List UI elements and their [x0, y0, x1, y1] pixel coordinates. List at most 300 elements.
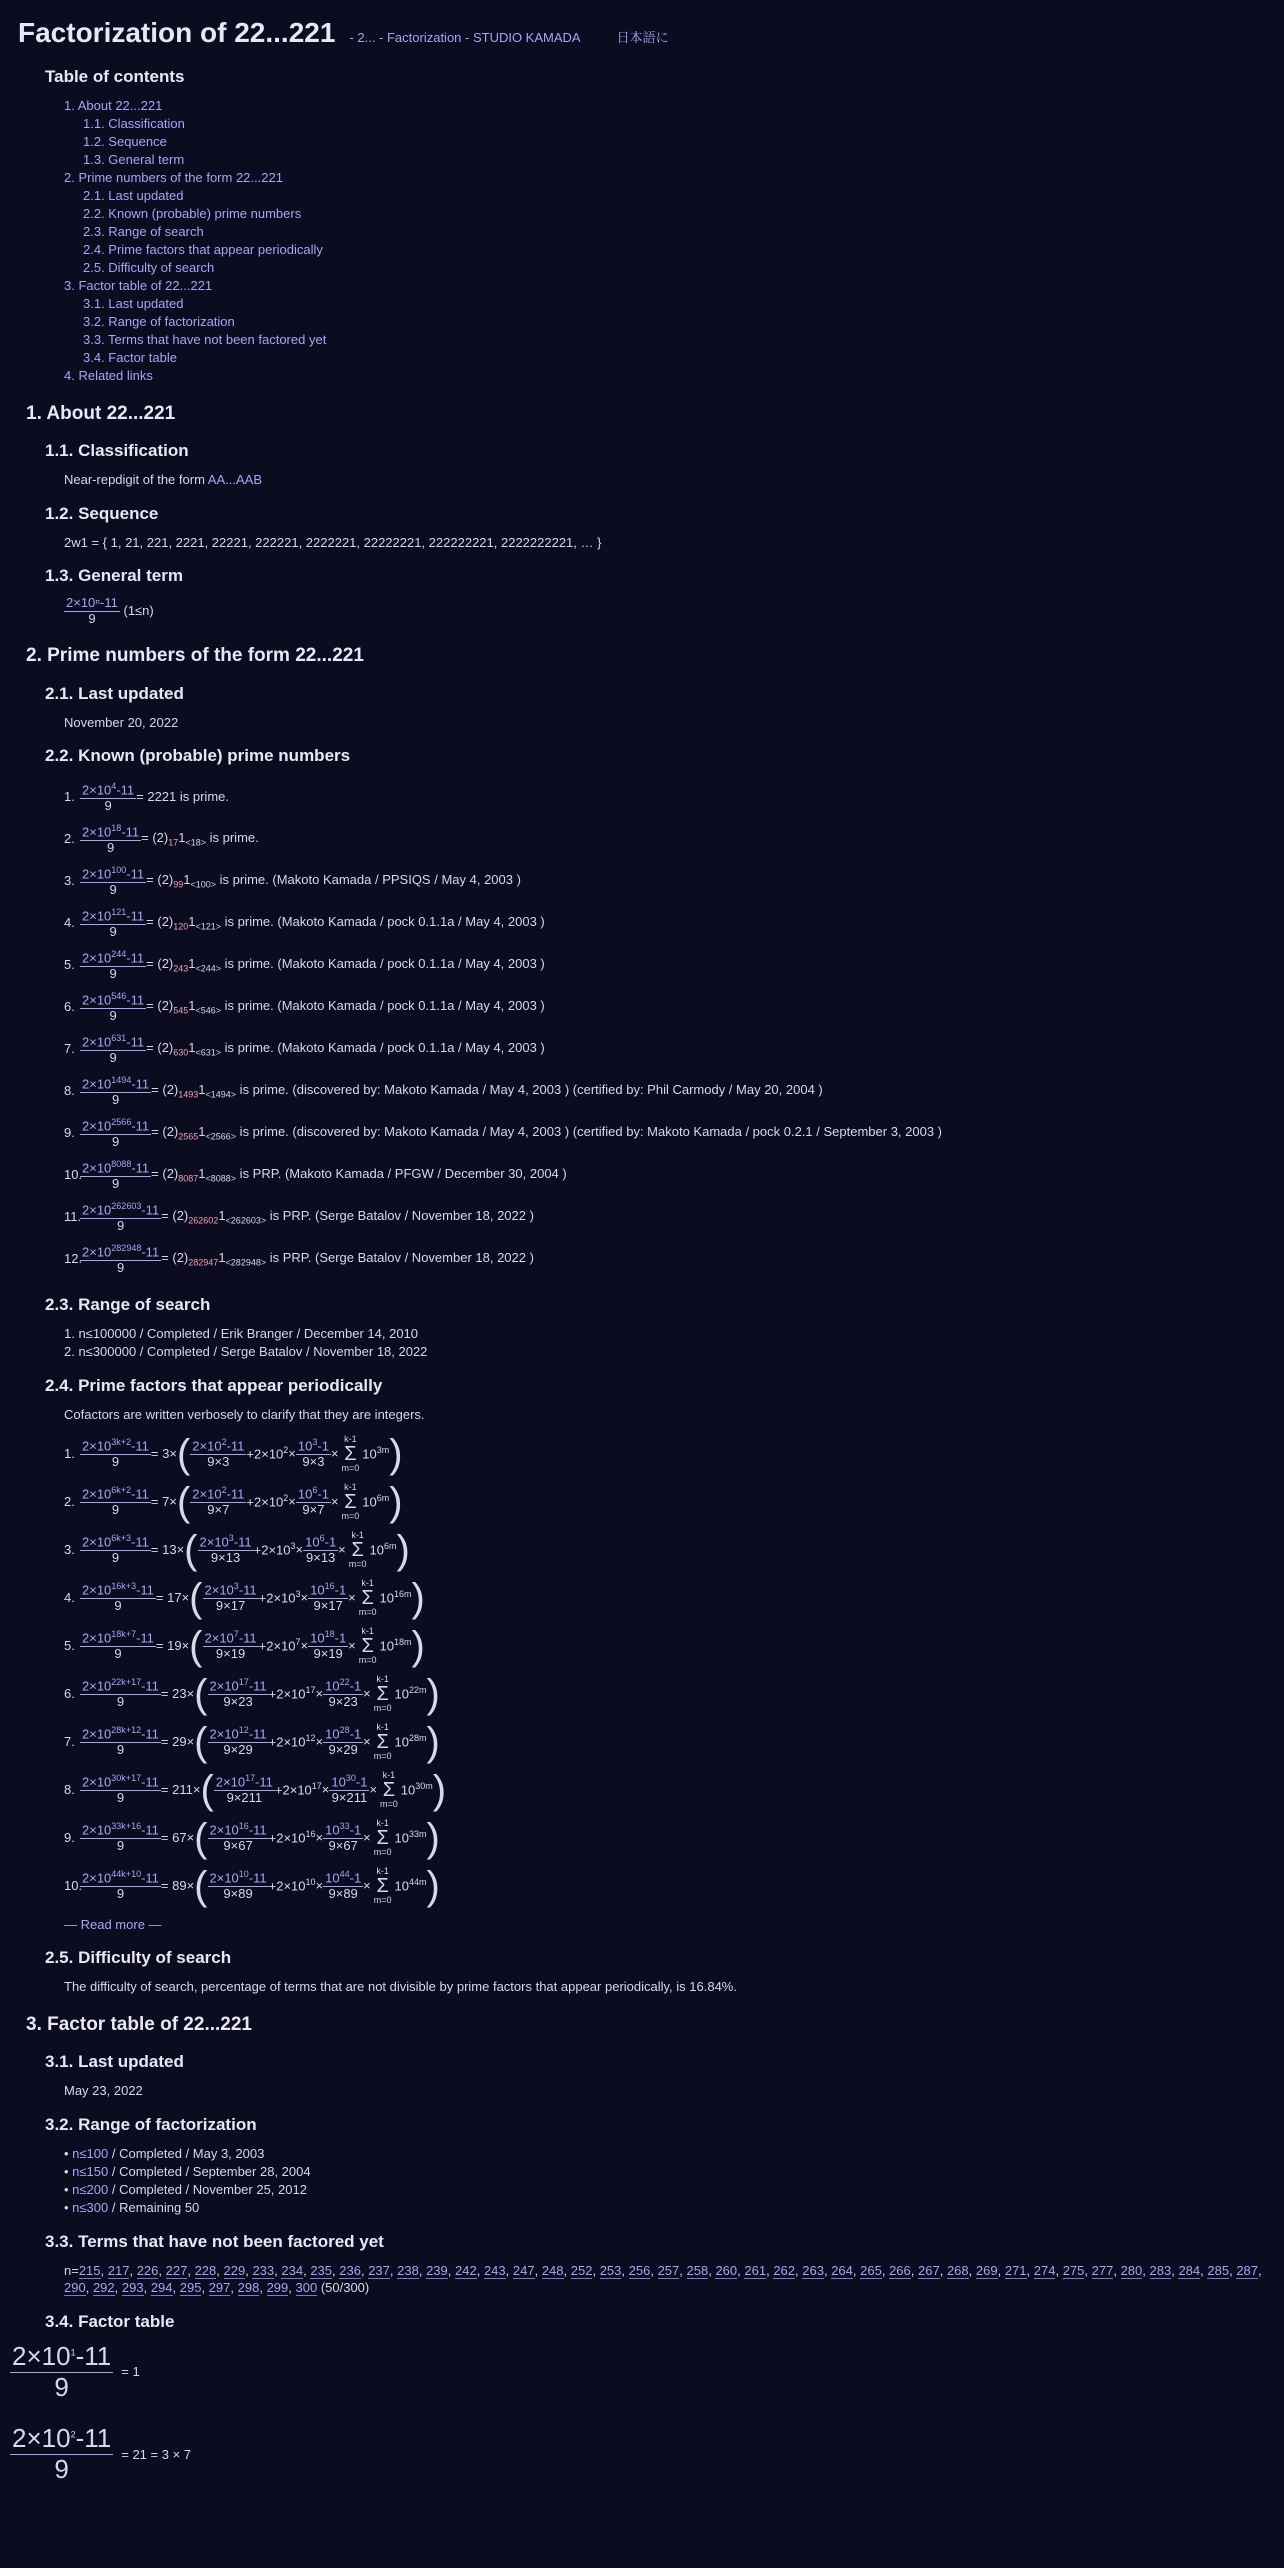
sum-lower: m=0 [341, 1510, 360, 1521]
term-link[interactable]: 280 [1120, 2262, 1143, 2278]
digit-count: <100> [190, 879, 217, 890]
term-link[interactable]: 265 [860, 2262, 882, 2278]
fraction [80, 907, 146, 940]
sigma-glyph: Σ [344, 1490, 357, 1513]
times: × [363, 1877, 371, 1893]
repeat-count: 99 [173, 879, 184, 890]
fraction-numerator: $2\times 10^{121}-11$ [82, 906, 145, 923]
term-link[interactable]: 247 [512, 2262, 535, 2278]
fraction-denominator: 9 [111, 1454, 120, 1470]
fraction-denominator: 9×17 [313, 1598, 343, 1614]
term-link[interactable]: 267 [918, 2262, 940, 2278]
term-link[interactable]: 268 [946, 2262, 969, 2278]
row-number: 4. [64, 915, 75, 931]
exponent: 244 [111, 948, 127, 959]
prime-row [64, 1070, 1284, 1112]
term-link[interactable]: 229 [223, 2262, 246, 2278]
times: × [363, 1829, 371, 1845]
sum-symbol [359, 1579, 377, 1617]
exponent: 33k+16 [111, 1821, 142, 1832]
periodic-row [64, 1862, 1284, 1910]
toc-subitem[interactable]: 3.4. Factor table [83, 349, 177, 365]
exponent: 17 [305, 1685, 316, 1696]
fraction-numerator: $2\times 10^{18}-11$ [82, 822, 140, 839]
last-updated-title: 2.1. Last updated [45, 683, 184, 703]
exponent: 6k+3 [111, 1533, 132, 1544]
exponent: 22 [339, 1677, 350, 1688]
exponent: 262603 [111, 1200, 142, 1211]
exponent: 3 [312, 1437, 318, 1448]
right-paren: ) [426, 1815, 440, 1860]
exponent: 7 [233, 1629, 239, 1640]
fraction [80, 1773, 161, 1806]
section-2-title: 2. Prime numbers of the form 22...221 [26, 645, 364, 667]
plus-term: $+2\times 10^{16}$ [268, 1829, 316, 1846]
digit-count: <631> [195, 1047, 222, 1058]
sum-lower: m=0 [373, 1846, 392, 1857]
left-paren: ( [194, 1719, 208, 1764]
digit-count: <262603> [225, 1215, 267, 1226]
exponent: 1494 [111, 1074, 132, 1085]
exponent: 12 [305, 1733, 316, 1744]
exponent: 30k+17 [111, 1773, 142, 1784]
exponent: 6m [376, 1493, 390, 1504]
row-number: 4. [64, 1589, 75, 1605]
fraction-denominator: 9×23 [223, 1694, 253, 1710]
plus-term: $+2\times 10^3$ [258, 1589, 301, 1606]
fraction-numerator: $2\times 10^{282948}-11$ [82, 1242, 160, 1259]
range-link[interactable]: n≤200 [72, 2181, 109, 2197]
prime-text: = $(2)_{630}1_{<631>}$ is prime. (Makoto Kamada / pock 0.1.1a / May 4, 2003 ) [146, 1040, 545, 1058]
exponent: 16k+3 [111, 1581, 137, 1592]
section-3-title: 3. Factor table of 22...221 [26, 2013, 252, 2035]
right-paren: ) [426, 1863, 440, 1908]
sum-symbol [380, 1771, 398, 1809]
sum-lower: m=0 [373, 1750, 392, 1761]
classification-text [64, 471, 1284, 489]
periodic-row [64, 1430, 1284, 1478]
fraction [203, 1629, 259, 1662]
fraction [214, 1773, 275, 1806]
factor-prefix: = 23× [160, 1685, 195, 1701]
general-term-fraction [64, 596, 120, 627]
sum-upper: k-1 [344, 1481, 357, 1492]
plus-term: $+2\times 10^{10}$ [268, 1877, 316, 1894]
term-link[interactable]: 217 [107, 2262, 130, 2278]
fraction-numerator: $2\times 10^{30k+17}-11$ [82, 1773, 159, 1790]
fraction-numerator: $2\times 10^1-11$ [12, 2340, 112, 2371]
term-link[interactable]: 215 [78, 2262, 101, 2278]
fraction [80, 1159, 151, 1192]
term-link[interactable]: 287 [1236, 2262, 1259, 2278]
term-link[interactable]: 299 [266, 2280, 289, 2296]
toc-subitem[interactable]: 2.3. Range of search [83, 223, 204, 239]
sum-symbol [342, 1435, 360, 1473]
fraction [296, 1437, 331, 1470]
term-link[interactable]: 243 [483, 2262, 506, 2278]
exponent: 33m [409, 1829, 427, 1840]
left-paren: ( [176, 1431, 191, 1476]
sum-symbol [374, 1675, 392, 1713]
periodic-factors-list [64, 1430, 1284, 1910]
sum-term: $10^{28m}$ [394, 1733, 427, 1750]
sum-term: $10^{30m}$ [400, 1781, 433, 1798]
fraction-numerator: $2\times 10^{18k+7}-11$ [82, 1629, 154, 1646]
row-number: 8. [64, 1781, 75, 1797]
term-link[interactable]: 237 [368, 2262, 390, 2278]
left-paren: ( [194, 1863, 208, 1908]
digit-count: <1494> [205, 1089, 237, 1100]
term-link[interactable]: 277 [1091, 2262, 1114, 2278]
general-term-condition: (1≤n) [123, 603, 154, 619]
term-link[interactable]: 292 [92, 2280, 115, 2296]
factor-prefix: = 29× [160, 1733, 195, 1749]
exponent: 6 [312, 1485, 318, 1496]
left-paren: ( [184, 1527, 198, 1572]
term-link[interactable]: 260 [715, 2262, 738, 2278]
row-number: 8. [64, 1083, 75, 1099]
left-paren: ( [176, 1479, 191, 1524]
fraction-numerator: $2\times 10^{244}-11$ [82, 948, 145, 965]
language-link[interactable]: 日本語に [616, 30, 669, 45]
row-number: 2. [64, 1493, 75, 1509]
fraction-numerator: $2\times 10^{28k+12}-11$ [82, 1725, 159, 1742]
periodic-row [64, 1622, 1284, 1670]
read-more-link[interactable]: — Read more — [64, 1916, 162, 1932]
toc-subitem[interactable]: 3.3. Terms that have not been factored yet [83, 331, 327, 347]
sum-term: $10^{44m}$ [394, 1877, 427, 1894]
row-number: 3. [64, 873, 75, 889]
sum-upper: k-1 [344, 1433, 357, 1444]
repeat-count: 243 [173, 963, 189, 974]
sum-symbol [342, 1483, 360, 1521]
prime-row [64, 986, 1284, 1028]
exponent: 3m [376, 1445, 390, 1456]
term-link[interactable]: 239 [426, 2262, 448, 2278]
periodic-row [64, 1526, 1284, 1574]
exponent: 8088 [111, 1158, 132, 1169]
exponent: 100 [111, 864, 127, 875]
term-link[interactable]: 233 [252, 2262, 275, 2278]
fraction-numerator: $2\times 10^7-11$ [204, 1629, 257, 1646]
exponent: 44k+10 [111, 1869, 142, 1880]
range-item: 1. n≤100000 / Completed / Erik Branger / December 14, 2010 [64, 1326, 419, 1342]
exponent: 28 [339, 1725, 350, 1736]
repeat-count: 282947 [188, 1257, 219, 1268]
exponent: 16 [305, 1829, 316, 1840]
sum-term: $10^{6m}$ [369, 1541, 397, 1558]
fraction-denominator: 9×29 [328, 1742, 358, 1758]
term-link[interactable]: 290 [64, 2280, 86, 2296]
fraction-denominator: 9 [111, 1091, 120, 1107]
term-link[interactable]: 236 [339, 2262, 361, 2278]
prime-row [64, 818, 1284, 860]
term-link[interactable]: 297 [208, 2280, 231, 2296]
sigma-glyph: Σ [376, 1826, 389, 1849]
term-link[interactable]: 248 [541, 2262, 564, 2278]
fraction-numerator: $2\times 10^2-11$ [12, 2423, 112, 2454]
toc-subitem[interactable]: 1.2. Sequence [83, 133, 167, 149]
exponent: 10 [238, 1869, 249, 1880]
repeat-count: 8087 [178, 1173, 199, 1184]
factor-result: = 21 = 3 × 7 [121, 2447, 192, 2463]
row-number: 7. [64, 1041, 75, 1057]
fraction-numerator: $10^6-1$ [305, 1533, 337, 1550]
factor-row [10, 2424, 1284, 2485]
sum-lower: m=0 [348, 1558, 367, 1569]
range-link[interactable]: n≤150 [72, 2163, 109, 2179]
fraction-numerator: $2\times 10^{22k+17}-11$ [82, 1677, 159, 1694]
right-paren: ) [432, 1767, 447, 1812]
factor-prefix: = 89× [160, 1877, 195, 1893]
row-number: 1. [64, 789, 75, 805]
fraction-denominator: 9×23 [328, 1694, 358, 1710]
fraction-denominator: 9 [54, 2371, 69, 2402]
times: × [288, 1493, 296, 1509]
fraction [80, 1629, 156, 1662]
repeat-count: 630 [173, 1047, 189, 1058]
term-link[interactable]: 275 [1062, 2262, 1085, 2278]
fraction-numerator: 2×10ⁿ-11 [66, 595, 118, 611]
exponent: 3 [228, 1533, 234, 1544]
digit-count: <546> [195, 1005, 222, 1016]
range-link[interactable]: n≤100 [72, 2145, 109, 2161]
toc-subitem[interactable]: 1.1. Classification [83, 115, 185, 131]
fraction-numerator: $2\times 10^{10}-11$ [209, 1869, 267, 1886]
prime-row [64, 1196, 1284, 1238]
classification-prefix: Near-repdigit of the form [64, 472, 208, 488]
row-number: 11. [64, 1209, 82, 1225]
fraction-denominator: 9 [88, 611, 96, 627]
term-link[interactable]: 252 [570, 2262, 593, 2278]
fraction [80, 1033, 146, 1066]
toc-title: Table of contents [45, 66, 185, 86]
row-number: 1. [64, 1445, 75, 1461]
term-link[interactable]: 300 [295, 2280, 318, 2296]
factor-updated-date: May 23, 2022 [64, 2083, 143, 2099]
factor-prefix: = 67× [160, 1829, 195, 1845]
prime-row [64, 902, 1284, 944]
sigma-glyph: Σ [344, 1442, 357, 1465]
term-link[interactable]: 264 [831, 2262, 853, 2278]
times: × [315, 1685, 324, 1701]
sum-term: $10^{3m}$ [362, 1445, 390, 1462]
fraction-denominator: 9×89 [223, 1886, 253, 1902]
sum-upper: k-1 [376, 1865, 389, 1876]
fraction [80, 1117, 151, 1150]
sum-upper: k-1 [376, 1817, 389, 1828]
classification-link[interactable]: AA...AAB [207, 472, 262, 488]
term-link[interactable]: 238 [397, 2262, 419, 2278]
term-link[interactable]: 295 [179, 2280, 202, 2296]
toc-item[interactable]: 1. About 22...221 [64, 97, 163, 113]
toc-subitem[interactable]: 1.3. General term [83, 151, 185, 167]
toc-subitem[interactable]: 2.4. Prime factors that appear periodically [83, 241, 323, 257]
periodic-row [64, 1814, 1284, 1862]
sum-symbol [359, 1627, 377, 1665]
fraction-numerator: $2\times 10^{6k+2}-11$ [82, 1485, 149, 1502]
term-link[interactable]: 235 [310, 2262, 333, 2278]
factor-row [10, 2342, 1284, 2403]
fraction-denominator: 9 [116, 1886, 125, 1902]
sigma-glyph: Σ [361, 1586, 374, 1609]
fraction-numerator: $10^{22}-1$ [325, 1677, 362, 1694]
page-title: Factorization of 22...221 [18, 17, 336, 48]
plus-term: $+2\times 10^{17}$ [268, 1685, 316, 1702]
term-link[interactable]: 226 [136, 2262, 159, 2278]
term-link[interactable]: 256 [628, 2262, 651, 2278]
exponent: 10 [305, 1877, 316, 1888]
factorization-range-item: • n≤300 / Remaining 50 [64, 2199, 200, 2215]
term-link[interactable]: 274 [1033, 2262, 1056, 2278]
times: × [315, 1877, 324, 1893]
difficulty-text: The difficulty of search, percentage of terms that are not divisible by prime factors that appear periodically, is 16.84%. [64, 1979, 737, 1995]
prime-text: = $(2)_{17}1_{<18>}$ is prime. [141, 830, 259, 848]
exponent: 2566 [111, 1116, 132, 1127]
general-term [64, 596, 1284, 627]
exponent: 631 [111, 1032, 127, 1043]
fraction [80, 865, 146, 898]
periodic-row [64, 1718, 1284, 1766]
row-number: 3. [64, 1541, 75, 1557]
fraction-denominator: 9 [116, 1838, 125, 1854]
fraction-denominator: 9 [111, 1550, 120, 1566]
exponent: 546 [111, 990, 127, 1001]
range-of-factorization-list [64, 2145, 1284, 2217]
exponent: 44m [409, 1877, 427, 1888]
term-link[interactable]: 293 [121, 2280, 144, 2296]
unfactored-terms-list: n=215, 217, 226, 227, 228, 229, 233, 234, 235, 236, 237, 238, 239, 242, 243, 247, 248, 252, 253, 256, 257, 258, 260, 261, 262, 263, 264, 265, 266, 267, 268, 269, 271, 274, 275, 277, 280, 283, 284, 285, 287, 290, 292, 293, 294, 295, 297, 298, 299, 300 (50/300) [64, 2262, 1262, 2296]
times: × [363, 1733, 371, 1749]
digit-count: <18> [185, 837, 207, 848]
breadcrumb[interactable]: - 2... - Factorization - STUDIO KAMADA [349, 30, 581, 45]
fraction-denominator: 9×13 [306, 1550, 336, 1566]
fraction-denominator: 9×13 [210, 1550, 241, 1566]
fraction-numerator: $2\times 10^{17}-11$ [209, 1677, 267, 1694]
times: × [348, 1589, 356, 1605]
toc-subitem[interactable]: 2.2. Known (probable) prime numbers [83, 205, 302, 221]
digit-count: <2566> [205, 1131, 237, 1142]
term-link[interactable]: 261 [744, 2262, 767, 2278]
fraction-numerator: $10^{33}-1$ [325, 1821, 362, 1838]
term-link[interactable]: 258 [686, 2262, 709, 2278]
general-term-title: 1.3. General term [45, 566, 183, 586]
toc-subitem[interactable]: 2.1. Last updated [83, 187, 184, 203]
sigma-glyph: Σ [376, 1682, 389, 1705]
digit-count: <244> [195, 963, 222, 974]
term-link[interactable]: 262 [773, 2262, 796, 2278]
row-number: 12. [64, 1251, 83, 1267]
term-link[interactable]: 227 [165, 2262, 188, 2278]
sigma-glyph: Σ [376, 1874, 389, 1897]
prime-text: = $(2)_{2565}1_{<2566>}$ is prime. (discovered by: Makoto Kamada / May 4, 2003 ) (certified by: Makoto Kamada / pock 0.2.1 / September 3, 2003 ) [151, 1124, 943, 1142]
toc-subitem[interactable]: 2.5. Difficulty of search [83, 259, 215, 275]
left-paren: ( [189, 1575, 203, 1620]
term-link[interactable]: 263 [802, 2262, 824, 2278]
fraction-numerator: $10^{16}-1$ [310, 1581, 347, 1598]
exponent: 2 [70, 2429, 76, 2440]
term-link[interactable]: 266 [889, 2262, 911, 2278]
sum-lower: m=0 [373, 1894, 392, 1905]
times: × [300, 1637, 309, 1653]
term-link[interactable]: 284 [1178, 2262, 1201, 2278]
sum-term: $10^{6m}$ [362, 1493, 390, 1510]
toc-item[interactable]: 3. Factor table of 22...221 [64, 277, 213, 293]
prime-row [64, 1028, 1284, 1070]
fraction-denominator: 9 [116, 1217, 125, 1233]
right-paren: ) [426, 1719, 440, 1764]
term-link[interactable]: 271 [1004, 2262, 1027, 2278]
exponent: 6m [384, 1541, 397, 1552]
fraction [329, 1773, 369, 1806]
term-link[interactable]: 269 [975, 2262, 998, 2278]
row-number: 9. [64, 1829, 75, 1845]
fraction [80, 1243, 161, 1276]
exponent: 3 [233, 1581, 239, 1592]
times: × [338, 1541, 346, 1557]
fraction [308, 1581, 348, 1614]
right-paren: ) [396, 1527, 410, 1572]
term-link[interactable]: 228 [194, 2262, 217, 2278]
fraction-denominator: 9 [114, 1598, 122, 1614]
range-link[interactable]: n≤300 [72, 2199, 109, 2215]
sigma-glyph: Σ [351, 1538, 364, 1561]
exponent: 16 [238, 1821, 249, 1832]
term-link[interactable]: 298 [237, 2280, 260, 2296]
fraction [10, 2424, 113, 2485]
range-of-factorization-title: 3.2. Range of factorization [45, 2114, 257, 2134]
fraction [190, 1437, 246, 1470]
exponent: 18k+7 [111, 1629, 137, 1640]
fraction [80, 1485, 151, 1518]
row-number: 10. [64, 1877, 83, 1893]
fraction-numerator: $10^{44}-1$ [325, 1869, 362, 1886]
toc-item[interactable]: 4. Related links [64, 367, 153, 383]
times: × [288, 1445, 296, 1461]
times: × [295, 1541, 304, 1557]
fraction [80, 1725, 161, 1758]
prime-text: = $(2)_{243}1_{<244>}$ is prime. (Makoto Kamada / pock 0.1.1a / May 4, 2003 ) [146, 956, 545, 974]
term-link[interactable]: 253 [599, 2262, 622, 2278]
factor-prefix: = 17× [155, 1589, 190, 1605]
fraction-numerator: $2\times 10^3-11$ [199, 1533, 252, 1550]
toc-subitem[interactable]: 3.1. Last updated [83, 295, 184, 311]
digit-count: <282948> [225, 1257, 267, 1268]
toc-subitem[interactable]: 3.2. Range of factorization [83, 313, 235, 329]
exponent: 17 [245, 1773, 256, 1784]
term-link[interactable]: 294 [150, 2280, 173, 2296]
exponent: 16 [324, 1581, 335, 1592]
prime-row [64, 1238, 1284, 1280]
exponent: 16m [394, 1589, 412, 1600]
sequence-title: 1.2. Sequence [45, 503, 159, 523]
term-link[interactable]: 234 [281, 2262, 304, 2278]
term-link[interactable]: 285 [1207, 2262, 1230, 2278]
term-link[interactable]: 283 [1149, 2262, 1172, 2278]
sigma-glyph: Σ [382, 1778, 396, 1801]
term-link[interactable]: 257 [657, 2262, 680, 2278]
term-link[interactable]: 242 [455, 2262, 477, 2278]
prime-text: = $(2)_{262602}1_{<262603>}$ is PRP. (Serge Batalov / November 18, 2022 ) [161, 1208, 534, 1226]
right-paren: ) [389, 1479, 403, 1524]
exponent: 6k+2 [111, 1485, 132, 1496]
fraction-denominator: 9×17 [215, 1598, 246, 1614]
exponent: 2 [283, 1493, 289, 1504]
section-1-title: 1. About 22...221 [26, 402, 176, 424]
toc-item[interactable]: 2. Prime numbers of the form 22...221 [64, 169, 283, 185]
times: × [300, 1589, 309, 1605]
fraction-numerator: $2\times 10^{100}-11$ [82, 864, 145, 881]
